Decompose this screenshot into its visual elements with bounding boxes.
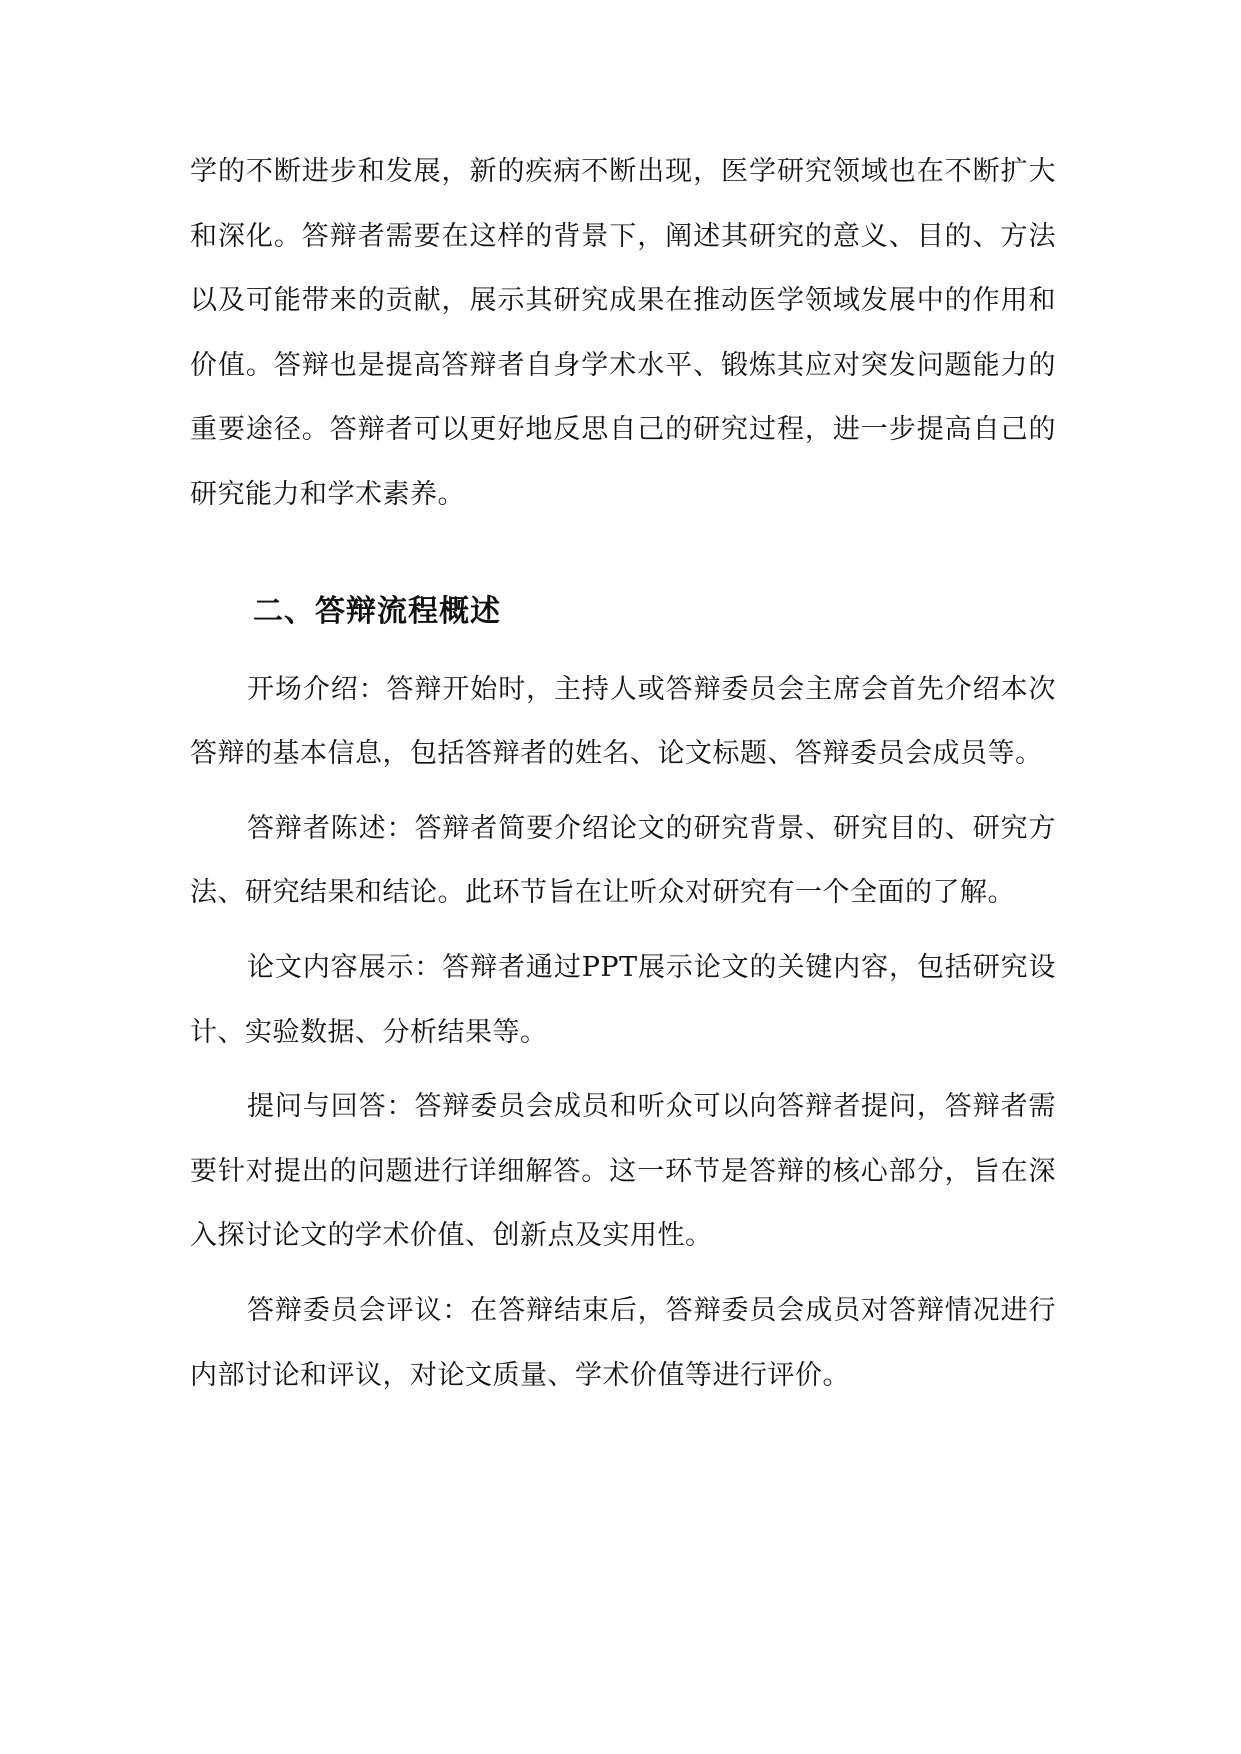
paragraph-opening-introduction: 开场介绍：答辩开始时，主持人或答辩委员会主席会首先介绍本次答辩的基本信息，包括答辩者的姓名、论文标题、答辩委员会成员等。 — [190, 673, 1056, 770]
spacer — [190, 644, 1056, 658]
section-heading: 二、答辩流程概述 — [253, 593, 501, 629]
document-body — [190, 140, 1056, 1408]
intro-paragraph: 学的不断进步和发展，新的疾病不断出现，医学研究领域也在不断扩大和深化。答辩者需要在这样的背景下，阐述其研究的意义、目的、方法以及可能带来的贡献，展示其研究成果在推动医学领域发展中的作用和价值。答辩也是提高答辩者自身学术水平、锻炼其应对突发问题能力的重要途径。答辩者可以更好地反思自己的研究过程，进一步提高自己的研究能力和学术素养。 — [190, 156, 1056, 510]
spacer — [190, 528, 1056, 580]
paragraph-defender-statement: 答辩者陈述：答辩者简要介绍论文的研究背景、研究目的、研究方法、研究结果和结论。此环节旨在让听众对研究有一个全面的了解。 — [190, 812, 1056, 909]
paragraph-questions-answers: 提问与回答：答辩委员会成员和听众可以向答辩者提问，答辩者需要针对提出的问题进行详细解答。这一环节是答辩的核心部分，旨在深入探讨论文的学术价值、创新点及实用性。 — [190, 1091, 1056, 1252]
paragraph-committee-review: 答辩委员会评议：在答辩结束后，答辩委员会成员对答辩情况进行内部讨论和评议，对论文质量、学术价值等进行评价。 — [190, 1294, 1056, 1391]
paragraph-content-presentation: 论文内容展示：答辩者通过PPT展示论文的关键内容，包括研究设计、实验数据、分析结果等。 — [190, 951, 1056, 1048]
